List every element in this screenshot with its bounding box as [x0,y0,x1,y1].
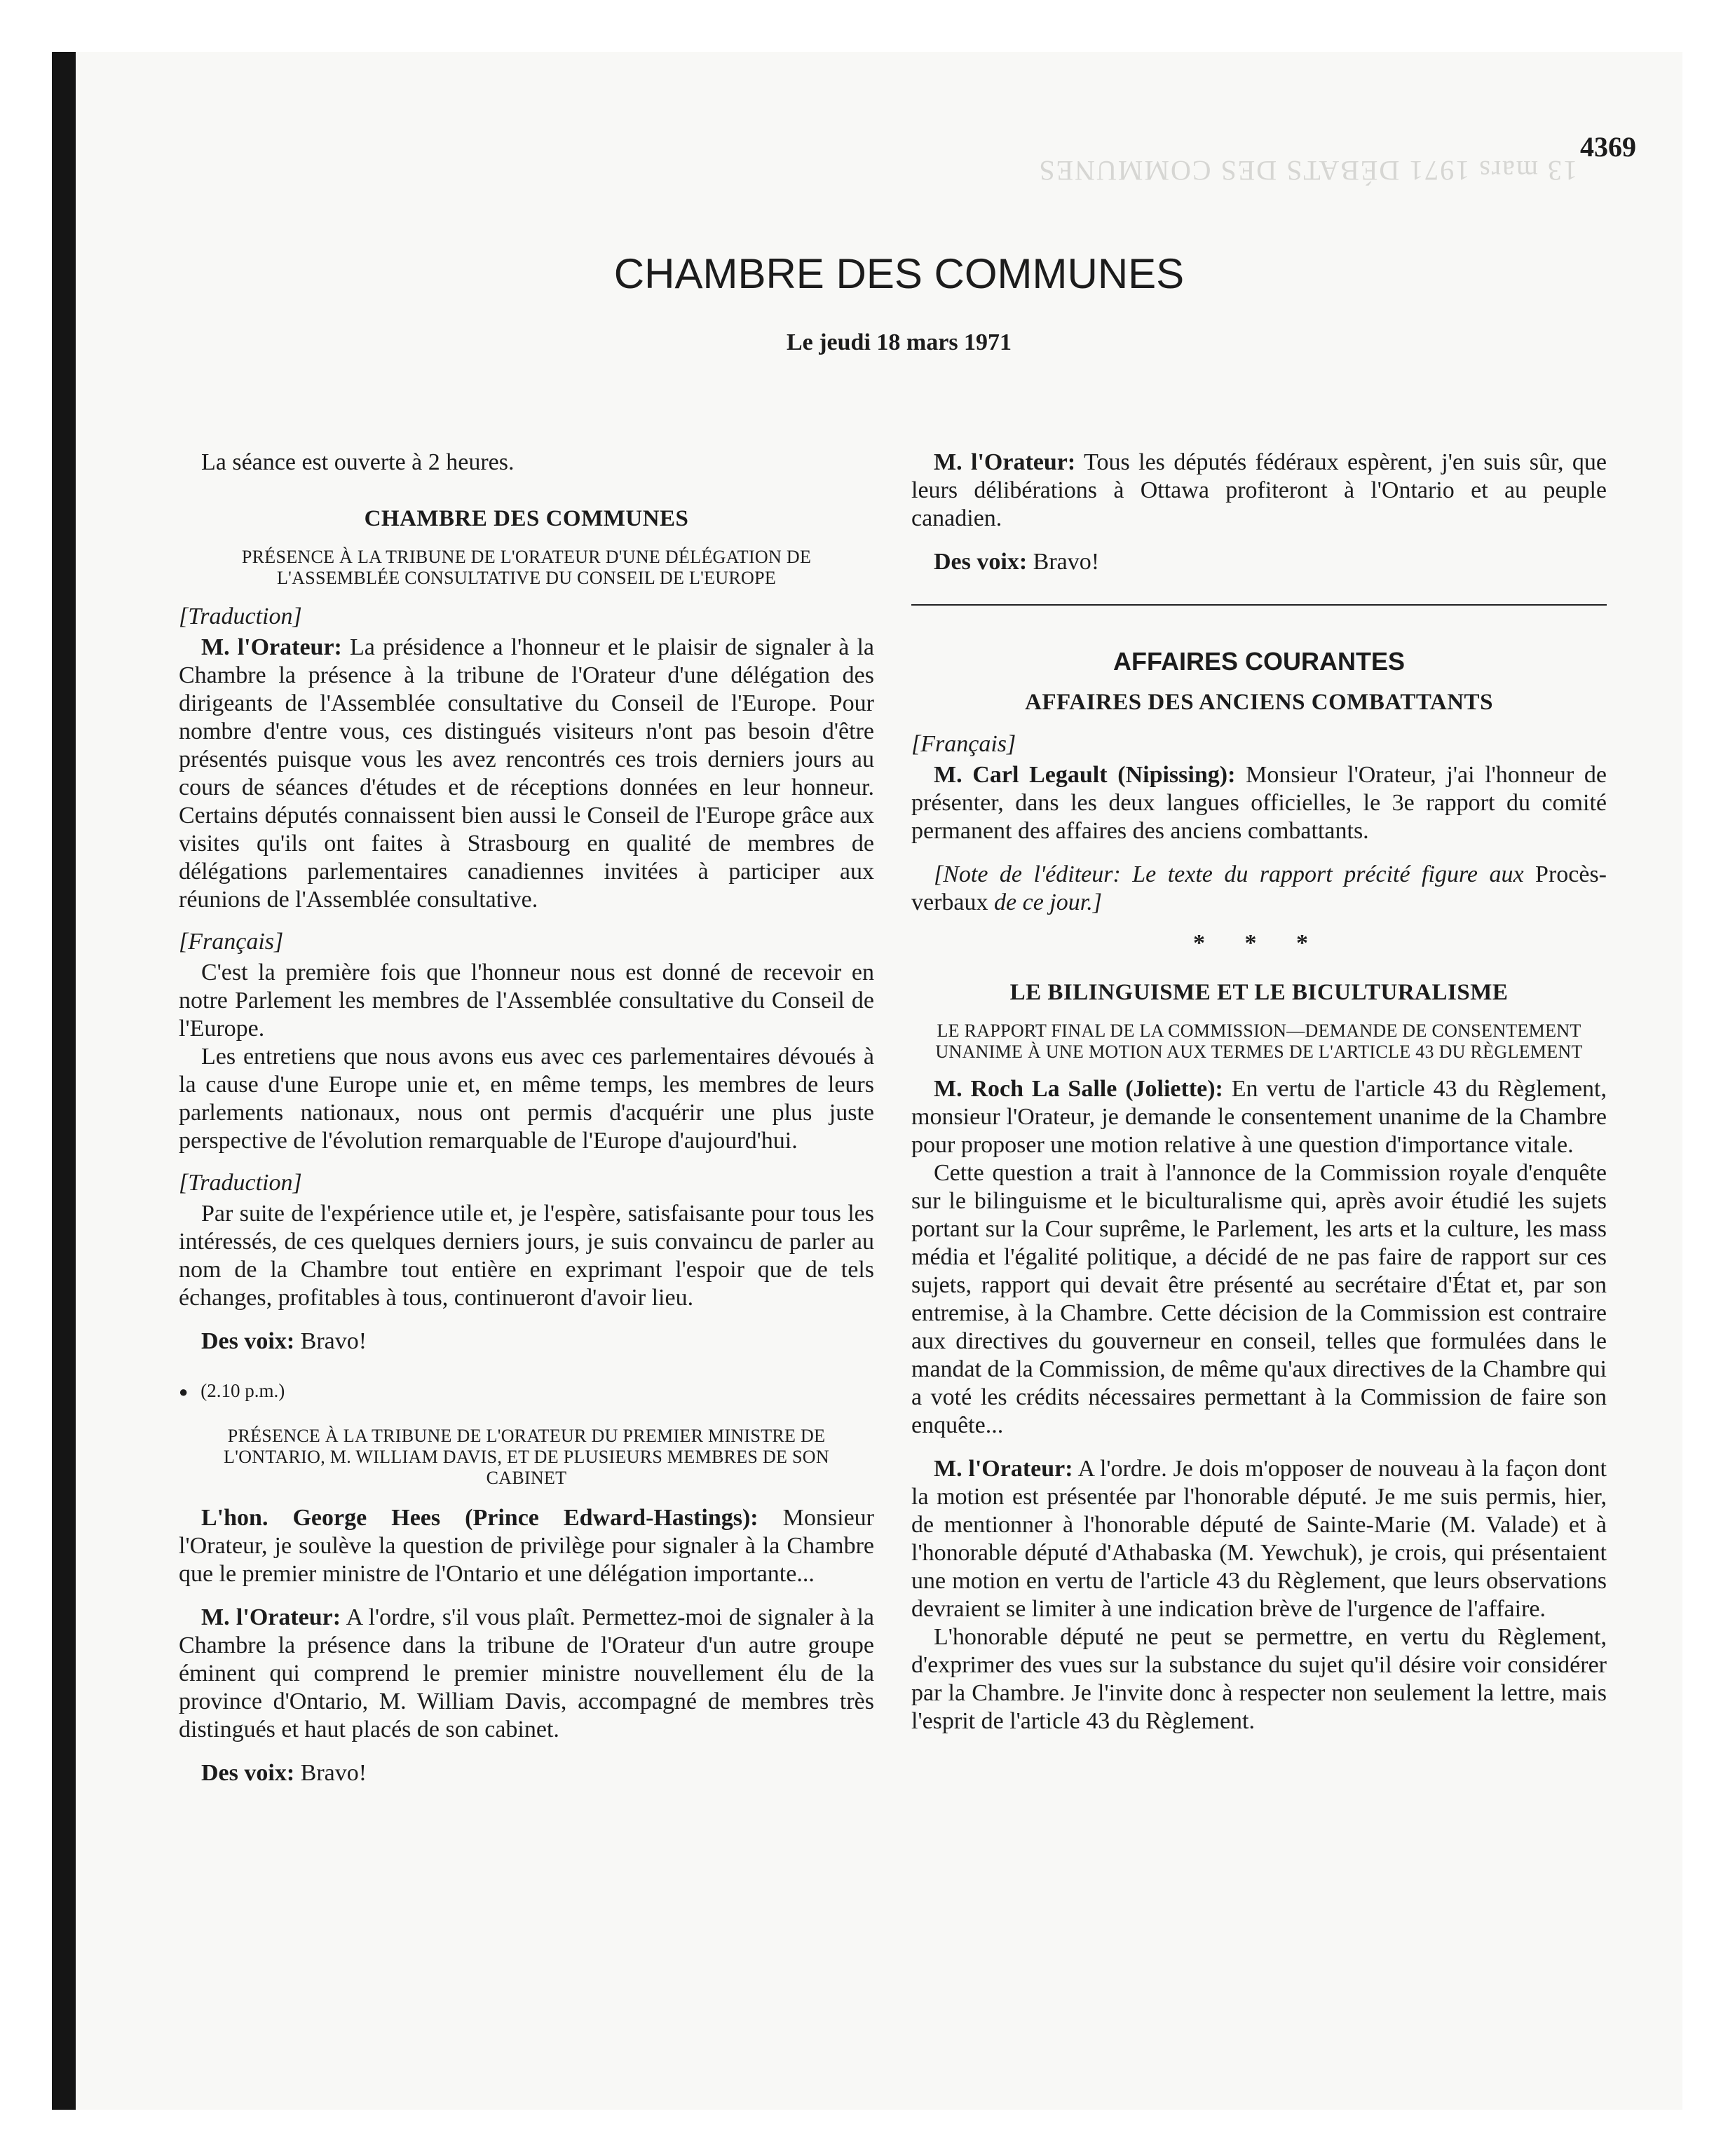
speech-paragraph: L'honorable député ne peut se permettre, en vertu du Règlement, d'exprimer des vues sur la substance du sujet qu'il désire voir considérer par la Chambre. Je l'invite donc à respecter non seulement la lettre, mais l'esprit de l'article 43 du Règlement. [911,1624,1607,1734]
section-heading: CHAMBRE DES COMMUNES [364,506,689,531]
opening-line: La séance est ouverte à 2 heures. [201,449,515,475]
bullet-icon: ● [179,1383,189,1400]
timestamp: ● (2.10 p.m.) [179,1380,285,1401]
speaker-name: Des voix: [201,1760,295,1786]
speaker-name: Des voix: [934,549,1028,575]
speaker-name: M. l'Orateur: [934,1456,1073,1482]
sitting-date: Le jeudi 18 mars 1971 [786,329,1012,355]
scan-edge-bar [52,52,76,2110]
speech-paragraph: C'est la première fois que l'honneur nous est donné de recevoir en notre Parlement les membres de l'Assemblée consultative du Conseil de l'Europe. [179,960,874,1042]
editor-note: [Note de l'éditeur: Le texte du rapport précité figure aux Procès-verbaux de ce jour.] [911,861,1607,915]
speech-paragraph: L'hon. George Hees (Prince Edward-Hastings): Monsieur l'Orateur, je soulève la question de privilège pour signaler à la Chambre que le premier ministre de l'Ontario et une délégation importante... [179,1505,874,1587]
language-marker: [Français] [179,929,284,955]
section-separator: * * * [1193,930,1325,956]
page-title: CHAMBRE DES COMMUNES [613,250,1185,297]
speaker-name: M. l'Orateur: [934,449,1076,475]
speaker-name: M. Roch La Salle (Joliette): [934,1076,1223,1102]
speech-paragraph: M. l'Orateur: Tous les députés fédéraux espèrent, j'en suis sûr, que leurs délibérations à Ottawa profiteront à l'Ontario et au peuple canadien. [911,449,1607,531]
language-marker: [Traduction] [179,603,302,629]
language-marker: [Traduction] [179,1170,302,1196]
subsection-heading: LE RAPPORT FINAL DE LA COMMISSION—DEMANDE DE CONSENTEMENT UNANIME À UNE MOTION AUX TERMES DE L'ARTICLE 43 DU RÈGLEMENT [935,1021,1583,1062]
left-column [179,449,874,1787]
section-heading: LE BILINGUISME ET LE BICULTURALISME [1009,980,1509,1005]
speech-paragraph: Par suite de l'expérience utile et, je l'espère, satisfaisante pour tous les intéressés, de ces quelques derniers jours, je suis convaincu de parler au nom de la Chambre tout entière en exprimant l'espoir que de tels échanges, profitables à tous, continueront d'avoir lieu. [179,1201,874,1311]
speech-paragraph: M. l'Orateur: A l'ordre, s'il vous plaît. Permettez-moi de signaler à la Chambre la présence dans la tribune de l'Orateur d'un autre groupe éminent qui comprend le premier ministre nouvellement élu de la province d'Ontario, M. William Davis, accompagné de membres très distingués et haut placés de son cabinet. [179,1604,874,1742]
bleed-through-header: 13 mars 1971 DÉBATS DES COMMUNES [1037,155,1577,186]
subsection-heading: PRÉSENCE À LA TRIBUNE DE L'ORATEUR D'UNE DÉLÉGATION DE L'ASSEMBLÉE CONSULTATIVE DU CONSEIL DE L'EUROPE [241,547,812,588]
subsection-heading: PRÉSENCE À LA TRIBUNE DE L'ORATEUR DU PREMIER MINISTRE DE L'ONTARIO, M. WILLIAM DAVIS, ET DE PLUSIEURS MEMBRES DE SON CABINET [224,1426,829,1488]
interjection: Des voix: Bravo! [201,1328,367,1354]
interjection: Des voix: Bravo! [934,549,1100,575]
speaker-name: L'hon. George Hees (Prince Edward-Hastings): [201,1505,758,1531]
interjection: Des voix: Bravo! [201,1760,367,1786]
page-number: 4369 [1580,131,1636,163]
speaker-name: M. l'Orateur: [201,1604,341,1630]
speaker-name: M. Carl Legault (Nipissing): [934,762,1236,788]
section-divider [911,604,1607,606]
speech-paragraph: M. Carl Legault (Nipissing): Monsieur l'Orateur, j'ai l'honneur de présenter, dans les deux langues officielles, le 3e rapport du comité permanent des affaires des anciens combattants. [911,762,1607,844]
speech-paragraph: M. Roch La Salle (Joliette): En vertu de l'article 43 du Règlement, monsieur l'Orateur, je demande le consentement unanime de la Chambre pour proposer une motion relative à une question d'importance vitale. [911,1076,1607,1158]
speech-paragraph: M. l'Orateur: La présidence a l'honneur et le plaisir de signaler à la Chambre la présence à la tribune de l'Orateur d'une délégation des dirigeants de l'Assemblée consultative du Conseil de l'Europe. Pour nombre d'entre vous, ces distingués visiteurs n'ont pas besoin d'être présentés puisque vous les avez rencontrés ces trois derniers jours au cours de séances d'études et de réceptions données en leur honneur. Certains députés connaissent bien aussi le Conseil de l'Europe grâce aux visites qu'ils ont faites à Strasbourg en qualité de membres de délégations parlementaires canadiennes invitées à participer aux réunions de l'Assemblée consultative. [179,634,875,913]
section-heading: AFFAIRES COURANTES [1113,647,1406,676]
section-heading: AFFAIRES DES ANCIENS COMBATTANTS [1025,690,1493,715]
speech-paragraph: M. l'Orateur: A l'ordre. Je dois m'opposer de nouveau à la façon dont la motion est présentée par l'honorable député. Je me suis permis, hier, de mentionner à l'honorable député de Sainte-Marie (M. Valade) et à l'honorable député d'Athabaska (M. Yewchuk), je crois, qui présentaient une motion en vertu de l'article 43 du Règlement, que leurs observations devraient se limiter à une indication brève de l'urgence de l'affaire. [911,1456,1607,1622]
speech-paragraph: Cette question a trait à l'annonce de la Commission royale d'enquête sur le bilinguisme et le biculturalisme qui, après avoir étudié les sujets portant sur la Cour suprême, le Parlement, les arts et la culture, les mass média et l'égalité politique, a décidé de ne pas faire de rapport sur ces sujets, rapport qui devait être présenté au secrétaire d'État et, par son entremise, à la Chambre. Cette décision de la Commission est contraire aux directives du gouverneur en conseil, telles que formulées dans le mandat de la Commission, de même qu'aux directives de la Chambre qui a voté les crédits nécessaires permettant à la Commission de faire son enquête... [911,1160,1607,1438]
speaker-name: Des voix: [201,1328,295,1354]
language-marker: [Français] [911,731,1016,757]
right-column [911,449,1607,1735]
speech-paragraph: Les entretiens que nous avons eus avec ces parlementaires dévoués à la cause d'une Europe unie et, en même temps, les membres de leurs parlements nationaux, nous ont permis d'acquérir une plus juste perspective de l'évolution remarquable de l'Europe d'aujourd'hui. [179,1044,874,1154]
speaker-name: M. l'Orateur: [201,634,342,660]
